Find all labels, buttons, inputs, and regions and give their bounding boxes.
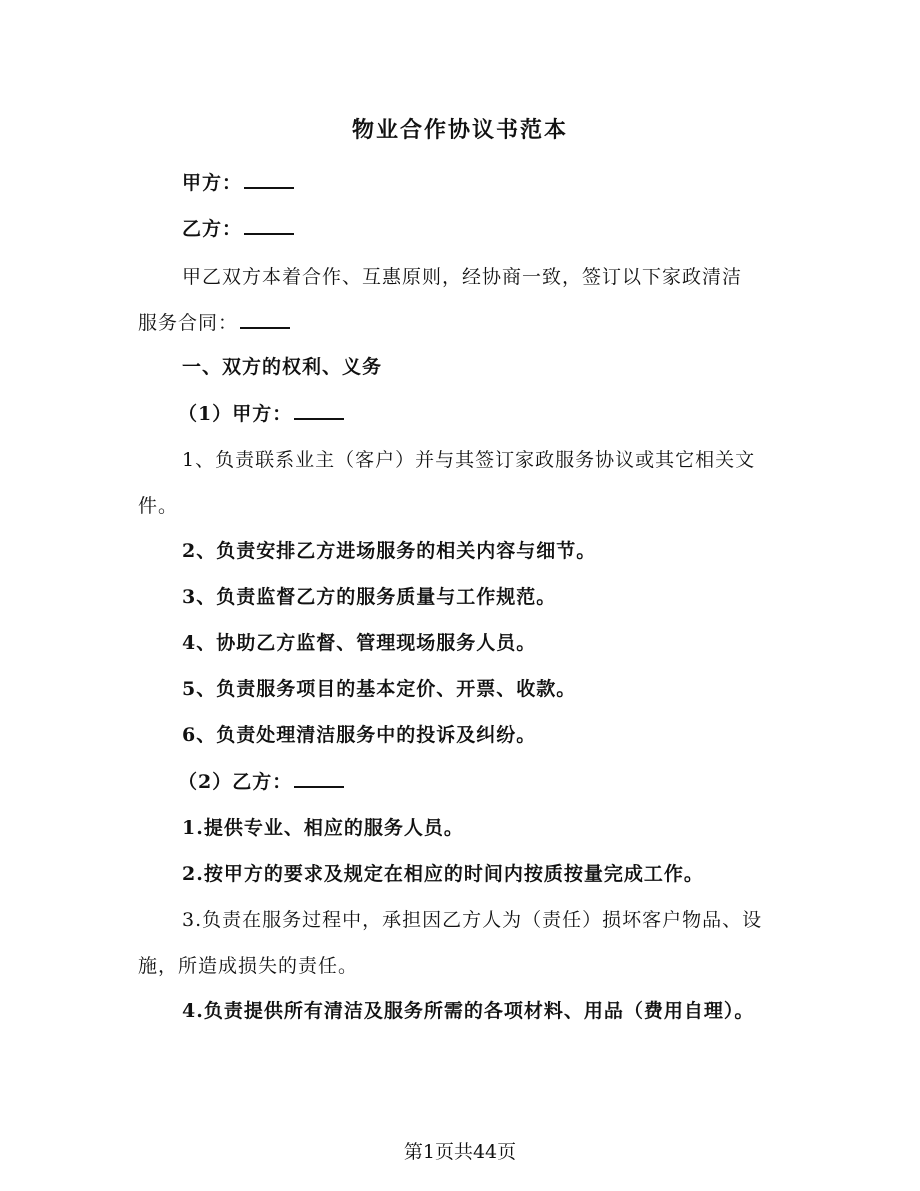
party-a-item-5: 5、负责服务项目的基本定价、开票、收款。 <box>182 678 577 700</box>
party-b-item-1: 1.提供专业、相应的服务人员。 <box>182 817 464 839</box>
sub-party-b-blank <box>294 768 344 788</box>
party-a-blank <box>244 169 294 189</box>
sub-heading-party-b-label: （2）乙方： <box>178 771 293 793</box>
party-a-item-2: 2、负责安排乙方进场服务的相关内容与细节。 <box>182 540 597 562</box>
party-a-item-3: 3、负责监督乙方的服务质量与工作规范。 <box>182 586 557 608</box>
contract-blank <box>240 309 290 329</box>
party-a-item-1-line-1: 1、负责联系业主（客户）并与其签订家政服务协议或其它相关文 <box>182 449 756 471</box>
party-a-item-1-line-2: 件。 <box>138 495 179 517</box>
party-b-label: 乙方： <box>182 218 243 240</box>
intro-line-2-text: 服务合同： <box>138 312 239 334</box>
party-a-item-4: 4、协助乙方监督、管理现场服务人员。 <box>182 632 537 654</box>
sub-heading-party-a <box>178 399 344 426</box>
party-b-line <box>182 214 294 241</box>
sub-party-a-blank <box>294 400 344 420</box>
intro-line-1: 甲乙双方本着合作、互惠原则，经协商一致，签订以下家政清洁 <box>182 266 743 288</box>
sub-heading-party-b <box>178 767 344 794</box>
sub-heading-party-a-label: （1）甲方： <box>178 403 293 425</box>
party-b-blank <box>244 215 294 235</box>
party-b-item-3-line-2: 施，所造成损失的责任。 <box>138 955 359 977</box>
section-1-heading: 一、双方的权利、义务 <box>182 356 383 378</box>
party-b-item-3-line-1: 3.负责在服务过程中，承担因乙方人为（责任）损坏客户物品、设 <box>182 909 763 931</box>
party-a-item-6: 6、负责处理清洁服务中的投诉及纠纷。 <box>182 724 537 746</box>
page-indicator: 第1页共44页 <box>403 1141 517 1163</box>
party-a-label: 甲方： <box>182 172 243 194</box>
intro-line-2 <box>138 308 290 335</box>
party-a-line <box>182 168 294 195</box>
document-title: 物业合作协议书范本 <box>351 117 568 143</box>
party-b-item-2: 2.按甲方的要求及规定在相应的时间内按质按量完成工作。 <box>182 863 704 885</box>
party-b-item-4: 4.负责提供所有清洁及服务所需的各项材料、用品（费用自理）。 <box>182 1000 755 1022</box>
